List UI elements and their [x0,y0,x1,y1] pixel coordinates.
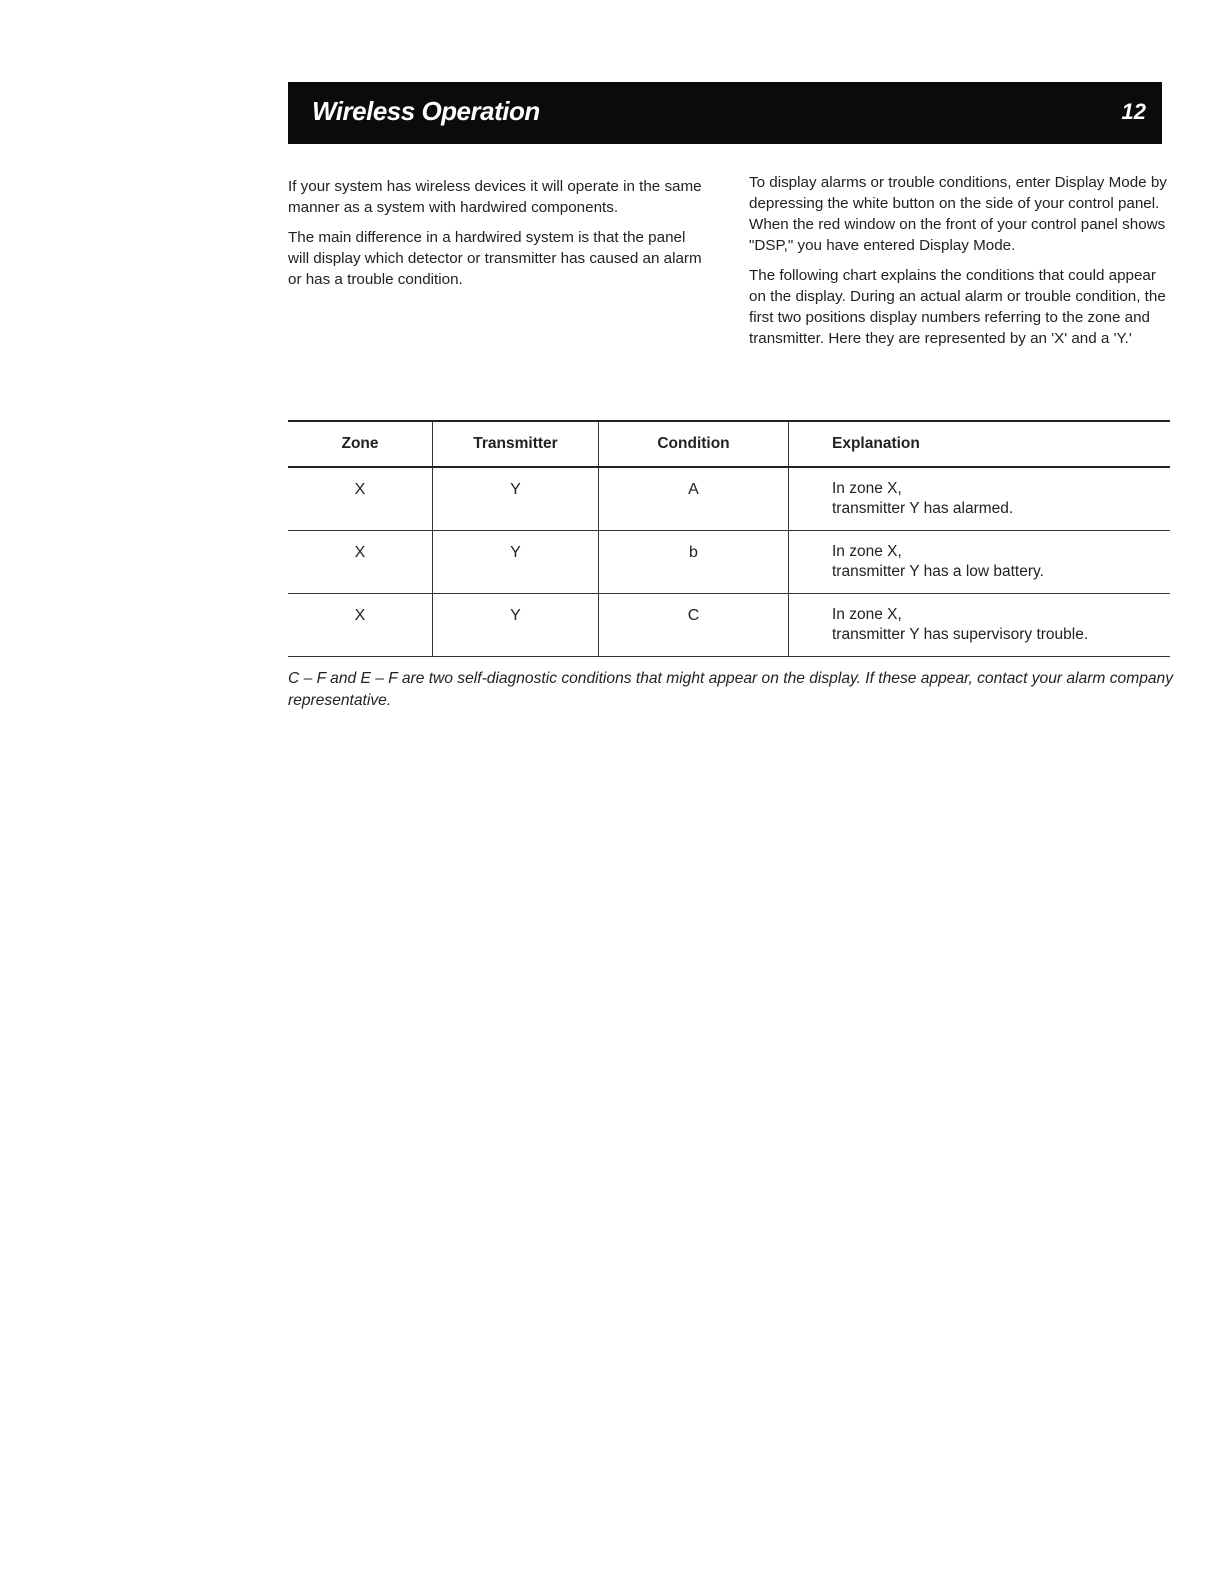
column-header-condition: Condition [599,421,789,467]
condition-cell: C [599,594,789,657]
column-header-zone: Zone [288,421,433,467]
paragraph: To display alarms or trouble conditions, enter Display Mode by depressing the white button on the side of your control panel. When the red window on the front of your control panel shows "DSP," you have entered Display Mode. [749,174,1167,254]
table-row [288,594,1170,657]
zone-cell: X [288,467,433,531]
zone-cell: X [288,531,433,594]
table-row [288,531,1170,594]
left-column [288,176,708,299]
column-header-transmitter: Transmitter [433,421,599,467]
transmitter-cell: Y [433,594,599,657]
explanation-cell: In zone X, transmitter Y has supervisory trouble. [789,594,1171,657]
paragraph: The following chart explains the conditions that could appear on the display. During an actual alarm or trouble condition, the first two positions display numbers referring to the zone and transmitter. Here they are represented by an 'X' and a 'Y.' [749,267,1166,347]
table-row [288,467,1170,531]
display-conditions-table [288,420,1170,657]
explanation-cell: In zone X, transmitter Y has a low battery. [789,531,1171,594]
transmitter-cell: Y [433,467,599,531]
paragraph: If your system has wireless devices it will operate in the same manner as a system with hardwired components. [288,178,702,216]
footnote: C – F and E – F are two self-diagnostic conditions that might appear on the display. If these appear, contact your alarm company representative. [288,670,1174,709]
section-header-bar [288,82,1162,144]
column-header-explanation: Explanation [789,421,1171,467]
zone-cell: X [288,594,433,657]
explanation-cell: In zone X, transmitter Y has alarmed. [789,467,1171,531]
paragraph: The main difference in a hardwired system is that the panel will display which detector or transmitter has caused an alarm or has a trouble condition. [288,229,702,288]
page-number: 12 [1121,99,1146,124]
transmitter-cell: Y [433,531,599,594]
condition-cell: b [599,531,789,594]
right-column [749,172,1167,358]
condition-cell: A [599,467,789,531]
table-header-row [288,421,1170,467]
section-title: Wireless Operation [312,96,540,126]
